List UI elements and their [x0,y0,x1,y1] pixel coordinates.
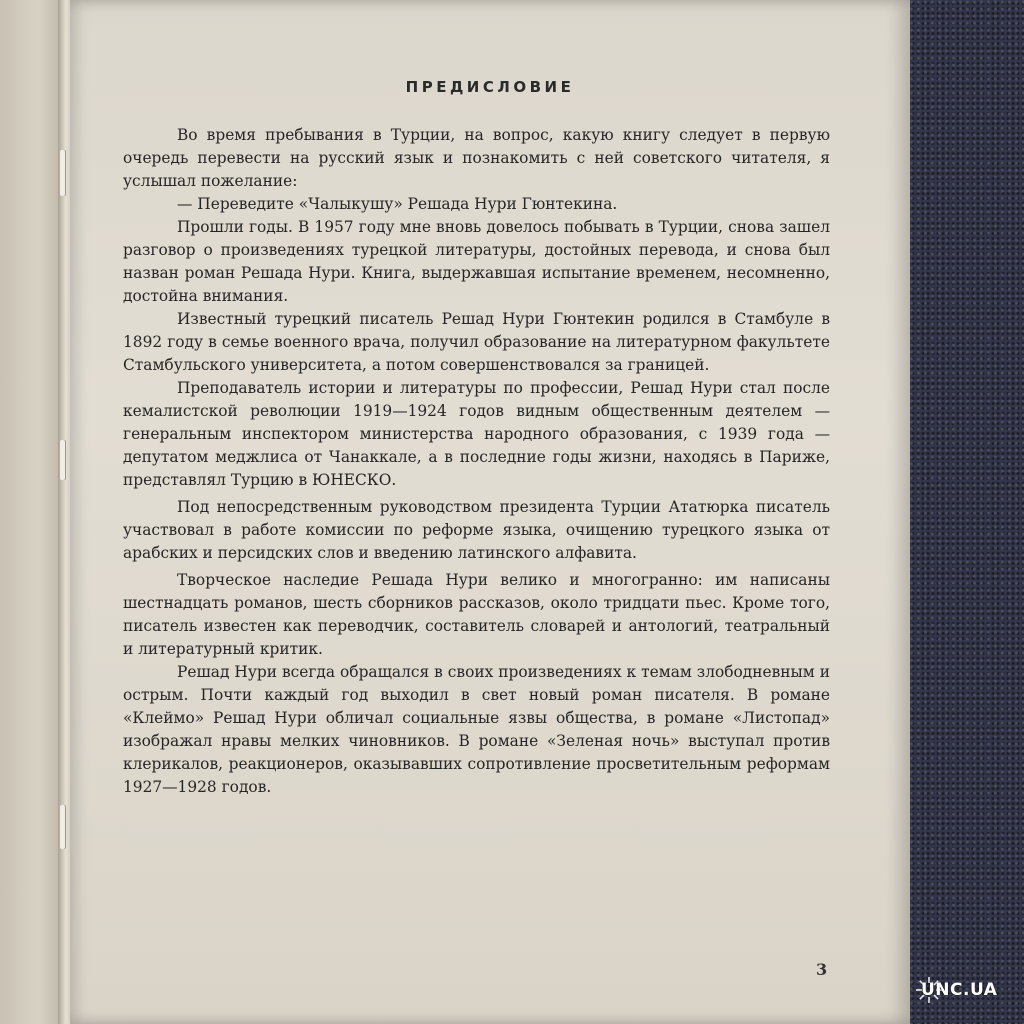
paragraph: Под непосредственным руководством президента Турции Ататюрка писатель участвовал в работе комиссии по реформе языка, очищению турецкого языка от арабских и персидских слов и введению латинского алфавита. [123,498,830,562]
paragraph: — Переведите «Чалыкушу» Решада Нури Гюнтекина. [177,195,618,213]
binding-stitch [60,805,65,849]
binding-stitch [60,150,65,196]
page-heading: ПРЕДИСЛОВИЕ [405,78,575,96]
paragraph: Известный турецкий писатель Решад Нури Гюнтекин родился в Стамбуле в 1892 году в семье военного врача, получил образование на литературном факультете Стамбульского университета, а потом совершенствовался за границей. [123,310,830,374]
book-page [70,0,910,1024]
site-watermark [920,970,1020,1010]
page-number: 3 [816,960,828,979]
paragraph: Прошли годы. В 1957 году мне вновь довелось побывать в Турции, снова зашел разговор о произведениях турецкой литературы, достойных перевода, и снова был назван роман Решада Нури. Книга, выдержавшая испытание временем, несомненно, достойна внимания. [123,218,830,305]
paragraph: Преподаватель истории и литературы по профессии, Решад Нури стал после кемалистской революции 1919—1924 годов видным общественным деятелем — генеральным инспектором министерства народного образования, с 1939 года — депутатом меджлиса от Чанаккале, а в последние годы жизни, находясь в Париже, представлял Турцию в ЮНЕСКО. [123,379,830,489]
previous-page-edge [0,0,64,1024]
watermark-text: UNC.UA [921,980,998,1000]
paragraph: Творческое наследие Решада Нури велико и многогранно: им написаны шестнадцать романов, шесть сборников рассказов, около тридцати пьес. Кроме того, писатель известен как переводчик, составитель словарей и антологий, театральный и литературный критик. [123,571,830,658]
paragraph: Решад Нури всегда обращался в своих произведениях к темам злободневным и острым. Почти каждый год выходил в свет новый роман писателя. В романе «Клеймо» Решад Нури обличал социальные язвы общества, в романе «Листопад» изображал нравы мелких чиновников. В романе «Зеленая ночь» выступал против клерикалов, реакционеров, оказывавших сопротивление просветительным реформам 1927—1928 годов. [123,663,830,796]
binding-stitch [60,440,65,480]
preface-body [123,124,830,799]
paragraph: Во время пребывания в Турции, на вопрос, какую книгу следует в первую очередь перевести на русский язык и познакомить с ней советского читателя, я услышал пожелание: [123,126,830,190]
